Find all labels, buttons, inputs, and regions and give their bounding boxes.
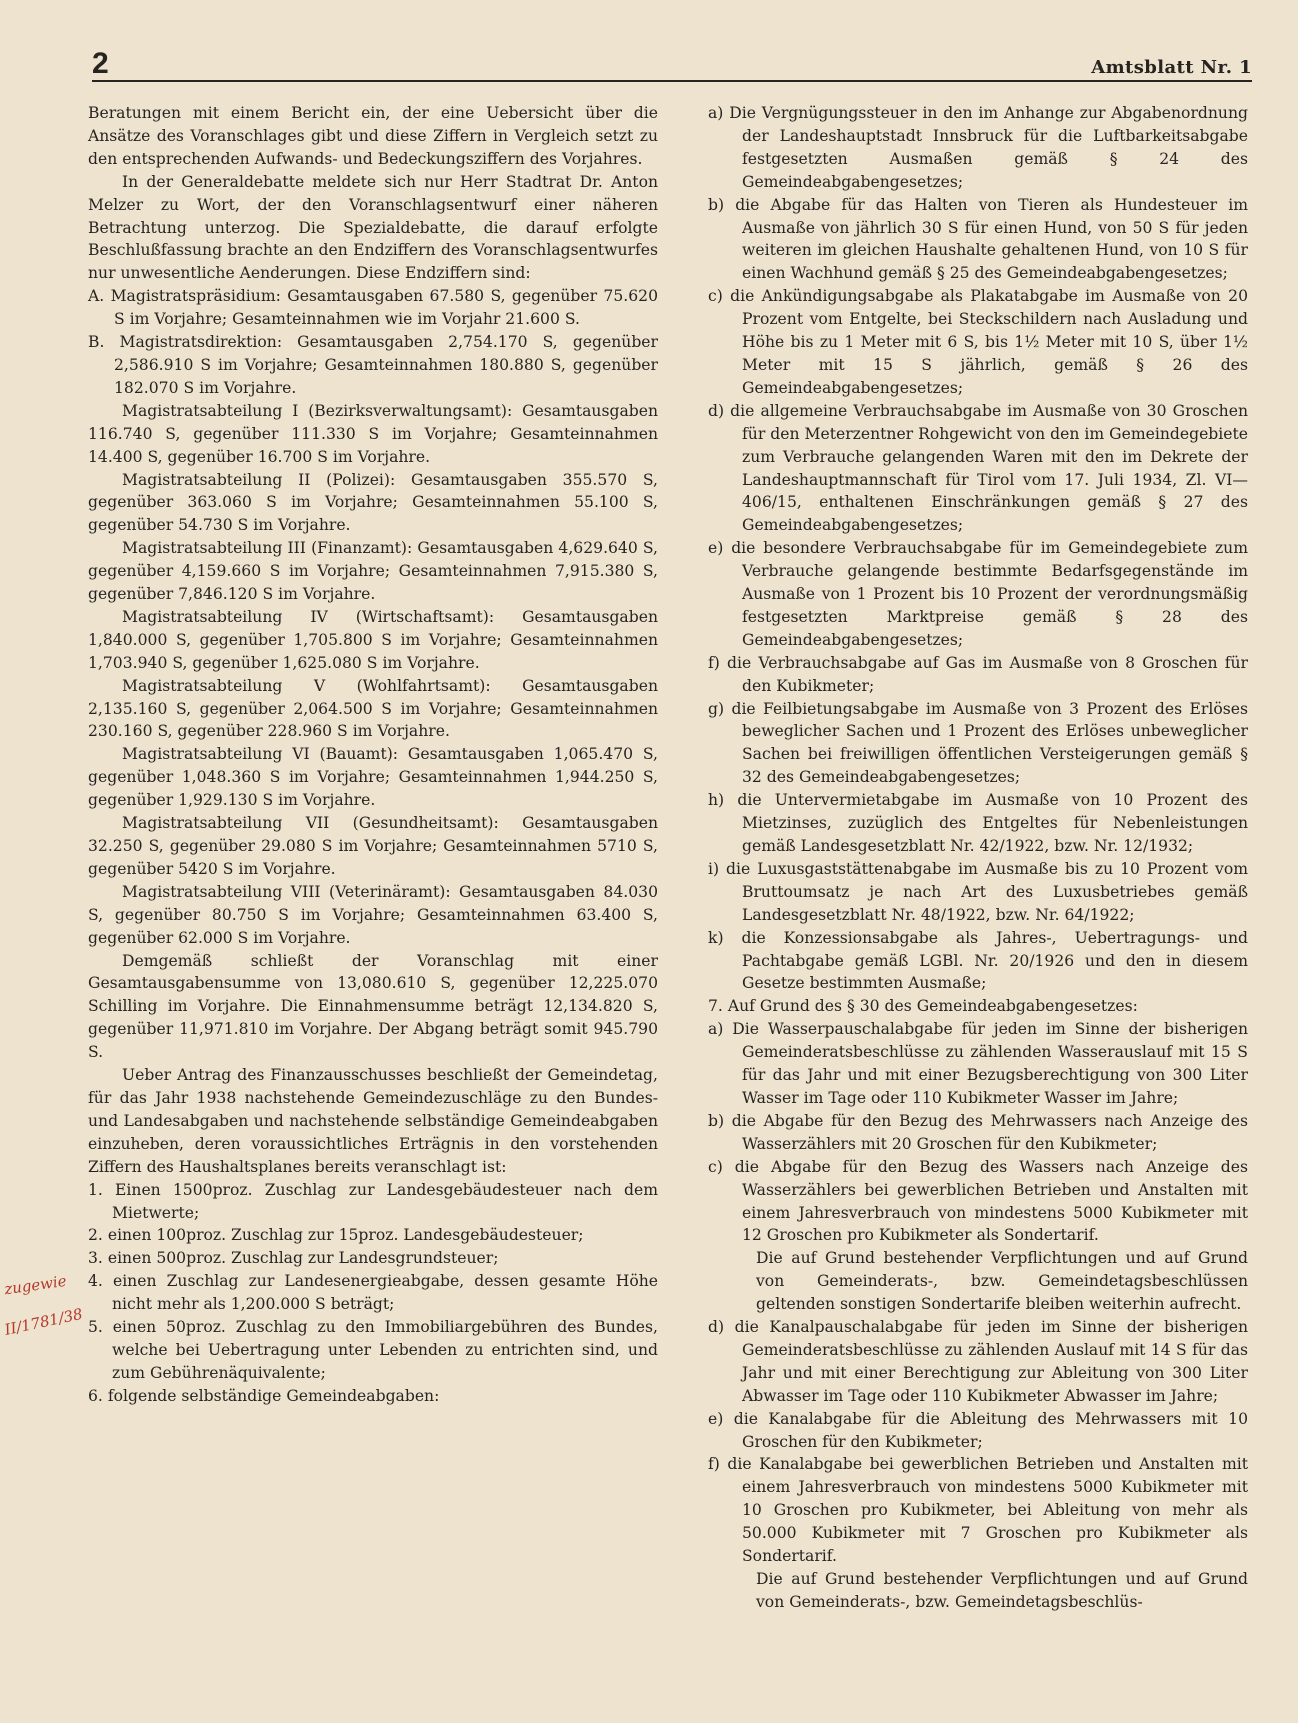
gazette-title: Amtsblatt Nr. 1 bbox=[1091, 57, 1252, 78]
budget-item: A. Magistratspräsidium: Gesamtausgaben 67.580 S, gegenüber 75.620 S im Vorjahre; Gesamteinnahmen wie im Vorjahr 21.600 S. bbox=[88, 287, 658, 329]
list-item: b) die Abgabe für das Halten von Tieren als Hundesteuer im Ausmaße von jährlich 30 S für einen Hund, von 50 S für jeden weiteren im gleichen Haushalte gehaltenen Hund, von 10 S für einen Wachhund gemäß § 25 des Gemeindeabgabengesetzes; bbox=[708, 195, 1248, 283]
list-item: i) die Luxusgaststättenabgabe im Ausmaße bis zu 10 Prozent vom Bruttoumsatz je nach Art des Luxusbetriebes gemäß Landesgesetzblatt Nr. 48/1922, bzw. Nr. 64/1922; bbox=[708, 859, 1248, 924]
list-item: a) Die Vergnügungssteuer in den im Anhange zur Abgabenordnung der Landeshauptstadt Innsbruck für die Luftbarkeitsabgabe festgesetzten Ausmaßen gemäß § 24 des Gemeindeabgabengesetzes; bbox=[708, 104, 1248, 191]
budget-item: Magistratsabteilung VI (Bauamt): Gesamtausgaben 1,065.470 S, gegenüber 1,048.360 S im Vorjahre; Gesamteinnahmen 1,944.250 S, gegenüber 1,929.130 S im Vorjahre. bbox=[88, 745, 658, 810]
list-item: g) die Feilbietungsabgabe im Ausmaße von 3 Prozent des Erlöses beweglicher Sachen und 1 Prozent des Erlöses unbeweglicher Sachen bei freiwilligen öffentlichen Versteigerungen gemäß § 32 des Gemeindeabgabengesetzes; bbox=[708, 699, 1248, 787]
page-number: 2 bbox=[92, 47, 109, 80]
right-column bbox=[708, 102, 1248, 1614]
margin-note-line: zugewie bbox=[3, 1271, 68, 1299]
list-item: c) die Ankündigungsabgabe als Plakatabgabe im Ausmaße von 20 Prozent vom Entgelte, bei Steckschildern nach Ausladung und Höhe bis zu 1 Meter mit 6 S, bis 1½ Meter mit 10 S, über 1½ Meter mit 15 S jährlich, gemäß § 26 des Gemeindeabgabengesetzes; bbox=[708, 287, 1248, 397]
budget-item: B. Magistratsdirektion: Gesamtausgaben 2,754.170 S, gegenüber 2,586.910 S im Vorjahre; Gesamteinnahmen 180.880 S, gegenüber 182.070 S im Vorjahre. bbox=[88, 333, 658, 397]
list-item: 3. einen 500proz. Zuschlag zur Landesgrundsteuer; bbox=[88, 1249, 499, 1268]
list-item: 6. folgende selbständige Gemeindeabgaben: bbox=[88, 1386, 440, 1405]
list-item: a) Die Wasserpauschalabgabe für jeden im Sinne der bisherigen Gemeinderatsbeschlüsse zu zählenden Wasserauslauf mit 15 S für das Jahr und mit einer Bezugsberechtigung von 300 Liter Wasser im Tage oder 110 Kubikmeter Wasser im Jahre; bbox=[708, 1020, 1248, 1107]
list-item: d) die allgemeine Verbrauchsabgabe im Ausmaße von 30 Groschen für den Meterzentner Rohgewicht von den im Gemeindegebiete zum Verbrauche gelangenden Waren mit den im Dekrete der Landeshauptmannschaft für Tirol vom 17. Juli 1934, Zl. VI—406/15, enthaltenen Einschränkungen gemäß § 27 des Gemeindeabgabengesetzes; bbox=[708, 401, 1248, 535]
list-item: e) die besondere Verbrauchsabgabe für im Gemeindegebiete zum Verbrauche gelangende bestimmte Bedarfsgegenstände im Ausmaße von 1 Prozent bis 10 Prozent der verordnungsmäßig festgesetzten Marktpreise gemäß § 28 des Gemeindeabgabengesetzes; bbox=[708, 539, 1248, 649]
page-header bbox=[92, 47, 1252, 82]
margin-note-line: II/1781/38 bbox=[2, 1304, 85, 1339]
left-column bbox=[88, 102, 658, 1408]
budget-item: Magistratsabteilung III (Finanzamt): Gesamtausgaben 4,629.640 S, gegenüber 4,159.660 S im Vorjahre; Gesamteinnahmen 7,915.380 S, gegenüber 7,846.120 S im Vorjahre. bbox=[88, 539, 658, 604]
budget-item: Magistratsabteilung V (Wohlfahrtsamt): Gesamtausgaben 2,135.160 S, gegenüber 2,064.500 S im Vorjahre; Gesamteinnahmen 230.160 S, gegenüber 228.960 S im Vorjahre. bbox=[88, 676, 658, 741]
paragraph: Ueber Antrag des Finanzausschusses beschließt der Gemeindetag, für das Jahr 1938 nachstehende Gemeindezuschläge zu den Bundes- und Landesabgaben und nachstehende selbständige Gemeindeabgaben einzuheben, deren voraussichtliches Erträgnis in den vorstehenden Ziffern des Haushaltsplanes bereits veranschlagt ist: bbox=[88, 1066, 658, 1176]
handwritten-margin-note bbox=[2, 1271, 85, 1362]
paragraph: Demgemäß schließt der Voranschlag mit einer Gesamtausgabensumme von 13,080.610 S, gegenüber 12,225.070 Schilling im Vorjahre. Die Einnahmensumme beträgt 12,134.820 S, gegenüber 11,971.810 im Vorjahre. Der Abgang beträgt somit 945.790 S. bbox=[88, 951, 658, 1062]
list-item: h) die Untervermietabgabe im Ausmaße von 10 Prozent des Mietzinses, zuzüglich des Entgeltes für Nebenleistungen gemäß Landesgesetzblatt Nr. 42/1922, bzw. Nr. 12/1932; bbox=[708, 791, 1248, 855]
paragraph: Beratungen mit einem Bericht ein, der eine Uebersicht über die Ansätze des Voranschlages gibt und diese Ziffern in Vergleich setzt zu den entsprechenden Aufwands- und Bedeckungsziffern des Vorjahres. bbox=[88, 104, 658, 168]
list-item: b) die Abgabe für den Bezug des Mehrwassers nach Anzeige des Wasserzählers mit 20 Groschen für den Kubikmeter; bbox=[708, 1111, 1248, 1153]
budget-item: Magistratsabteilung I (Bezirksverwaltungsamt): Gesamtausgaben 116.740 S, gegenüber 111.330 S im Vorjahre; Gesamteinnahmen 14.400 S, gegenüber 16.700 S im Vorjahre. bbox=[88, 401, 658, 466]
list-item: e) die Kanalabgabe für die Ableitung des Mehrwassers mit 10 Groschen für den Kubikmeter; bbox=[708, 1409, 1248, 1451]
list-item: 5. einen 50proz. Zuschlag zu den Immobiliargebühren des Bundes, welche bei Uebertragung unter Lebenden zu entrichten sind, und zum Gebührenäquivalente; bbox=[88, 1318, 658, 1382]
budget-item: Magistratsabteilung VIII (Veterinäramt): Gesamtausgaben 84.030 S, gegenüber 80.750 S im Vorjahre; Gesamteinnahmen 63.400 S, gegenüber 62.000 S im Vorjahre. bbox=[88, 882, 658, 947]
budget-item: Magistratsabteilung II (Polizei): Gesamtausgaben 355.570 S, gegenüber 363.060 S im Vorjahre; Gesamteinnahmen 55.100 S, gegenüber 54.730 S im Vorjahre. bbox=[88, 470, 658, 535]
budget-item: Magistratsabteilung VII (Gesundheitsamt): Gesamtausgaben 32.250 S, gegenüber 29.080 S im Vorjahre; Gesamteinnahmen 5710 S, gegenüber 5420 S im Vorjahre. bbox=[88, 814, 658, 878]
list-item: k) die Konzessionsabgabe als Jahres-, Uebertragungs- und Pachtabgabe gemäß LGBl. Nr. 20/1926 und den in diesem Gesetze bestimmten Ausmaße; bbox=[708, 928, 1248, 993]
list-item: d) die Kanalpauschalabgabe für jeden im Sinne der bisherigen Gemeinderatsbeschlüsse zu zählenden Auslauf mit 14 S für das Jahr und mit einer Berechtigung zur Ableitung von 300 Liter Abwasser im Tage oder 110 Kubikmeter Abwasser im Jahre; bbox=[708, 1318, 1248, 1405]
list-item: 2. einen 100proz. Zuschlag zur 15proz. Landesgebäudesteuer; bbox=[88, 1226, 584, 1245]
list-item: f) die Verbrauchsabgabe auf Gas im Ausmaße von 8 Groschen für den Kubikmeter; bbox=[708, 653, 1248, 695]
paragraph: Die auf Grund bestehender Verpflichtungen und auf Grund von Gemeinderats-, bzw. Gemeindetagsbeschlüssen geltenden sonstigen Sondertarife bleiben weiterhin aufrecht. bbox=[756, 1249, 1248, 1314]
list-item: c) die Abgabe für den Bezug des Wassers nach Anzeige des Wasserzählers bei gewerblichen Betrieben und Anstalten mit einem Jahresverbrauch von mindestens 5000 Kubikmeter mit 12 Groschen pro Kubikmeter als Sondertarif. bbox=[708, 1157, 1248, 1245]
list-item: 7. Auf Grund des § 30 des Gemeindeabgabengesetzes: bbox=[708, 997, 1138, 1016]
list-item: f) die Kanalabgabe bei gewerblichen Betrieben und Anstalten mit einem Jahresverbrauch von mindestens 5000 Kubikmeter mit 10 Groschen pro Kubikmeter, bei Ableitung von mehr als 50.000 Kubikmeter mit 7 Groschen pro Kubikmeter als Sondertarif. bbox=[708, 1455, 1248, 1566]
budget-item: Magistratsabteilung IV (Wirtschaftsamt): Gesamtausgaben 1,840.000 S, gegenüber 1,705.800 S im Vorjahre; Gesamteinnahmen 1,703.940 S, gegenüber 1,625.080 S im Vorjahre. bbox=[88, 607, 658, 672]
list-item: 1. Einen 1500proz. Zuschlag zur Landesgebäudesteuer nach dem Mietwerte; bbox=[88, 1180, 658, 1222]
list-item: 4. einen Zuschlag zur Landesenergieabgabe, dessen gesamte Höhe nicht mehr als 1,200.000 S beträgt; bbox=[88, 1272, 658, 1314]
paragraph: In der Generaldebatte meldete sich nur Herr Stadtrat Dr. Anton Melzer zu Wort, der den Voranschlagsentwurf einer näheren Betrachtung unterzog. Die Spezialdebatte, die darauf erfolgte Beschlußfassung brachte an den Endziffern des Voranschlagsentwurfes nur unwesentliche Aenderungen. Diese Endziffern sind: bbox=[88, 172, 658, 283]
paragraph: Die auf Grund bestehender Verpflichtungen und auf Grund von Gemeinderats-, bzw. Gemeindetagsbeschlüs- bbox=[756, 1570, 1248, 1611]
